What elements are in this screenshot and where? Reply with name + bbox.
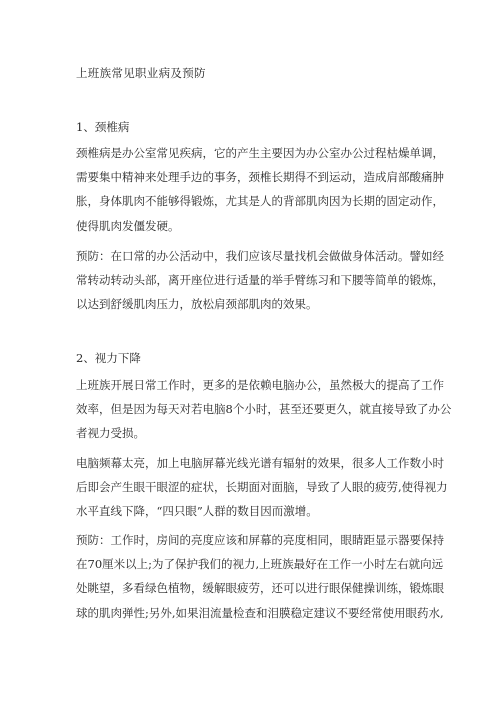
text-line: 效率，但是因为每天对若电脑8个小时，甚至还要更久，就直接导致了办公 [76, 402, 452, 417]
text-line: 球的肌肉弹性;另外,如果泪流量检查和泪膜稳定建议不要经常使用眼药水, [76, 605, 444, 620]
paragraph-vision-screen [76, 451, 448, 524]
paragraph-cervical-prevention [76, 244, 444, 317]
document-title: 上班族常见职业病及预防 [76, 66, 206, 80]
paragraph-vision-cause [76, 373, 452, 446]
text-line: 上班族开展日常工作时，更多的是依赖电脑办公，虽然极大的提高了工作 [76, 378, 444, 392]
text-line: 者视力受损。 [76, 426, 145, 441]
paragraph-cervical-description [76, 141, 444, 238]
text-line: 预防：在口常的办公活动中，我们应该尽量找机会做做身体活动。譬如经 [76, 249, 444, 263]
text-line: 在70厘米以上;为了保护我们的视力,上班族最好在工作一小时左右就向远 [76, 557, 444, 572]
text-line: 使得肌肉发僵发硬。 [76, 218, 180, 233]
paragraph-vision-prevention [76, 528, 444, 625]
text-line: 电脑频幕太亮，加上电脑屏幕光线光谱有辐射的效果，很多人工作数小时 [76, 456, 444, 470]
text-line: 以达到舒缓肌肉压力，放松肩颈部肌肉的效果。 [76, 297, 318, 312]
text-line: 后即会产生眼干眼涩的症状，长期面对面脑，导致了人眼的疲劳,使得视力 [76, 480, 448, 495]
text-line: 需要集中精神来处理手边的事务，颈椎长期得不到运动，造成肩部酸痛肿 [76, 170, 444, 185]
text-line: 胀，身体肌肉不能够得锻炼，尤其是人的背部肌肉因为长期的固定动作， [76, 194, 444, 209]
text-line: 处眺望，多看绿色植物，缓解眼疲劳，还可以进行眼保健操训练，锻炼眼 [76, 581, 444, 596]
text-line: 预防：工作时，房间的亮度应该和屏幕的亮度相同，眼睛距显示器要保持 [76, 533, 444, 547]
text-line: 水平直线下降，“四只眼”人群的数目因而激增。 [76, 504, 318, 519]
text-line: 颈椎病是办公室常见疾病，它的产生主要因为办公室办公过程枯燥单调， [76, 146, 444, 160]
section-heading-vision: 2、视力下降 [76, 351, 141, 365]
section-heading-cervical: 1、颈椎病 [76, 120, 130, 134]
text-line: 常转动转动头部，离开座位进行适量的举手臂练习和下腰等简单的锻炼， [76, 273, 444, 288]
